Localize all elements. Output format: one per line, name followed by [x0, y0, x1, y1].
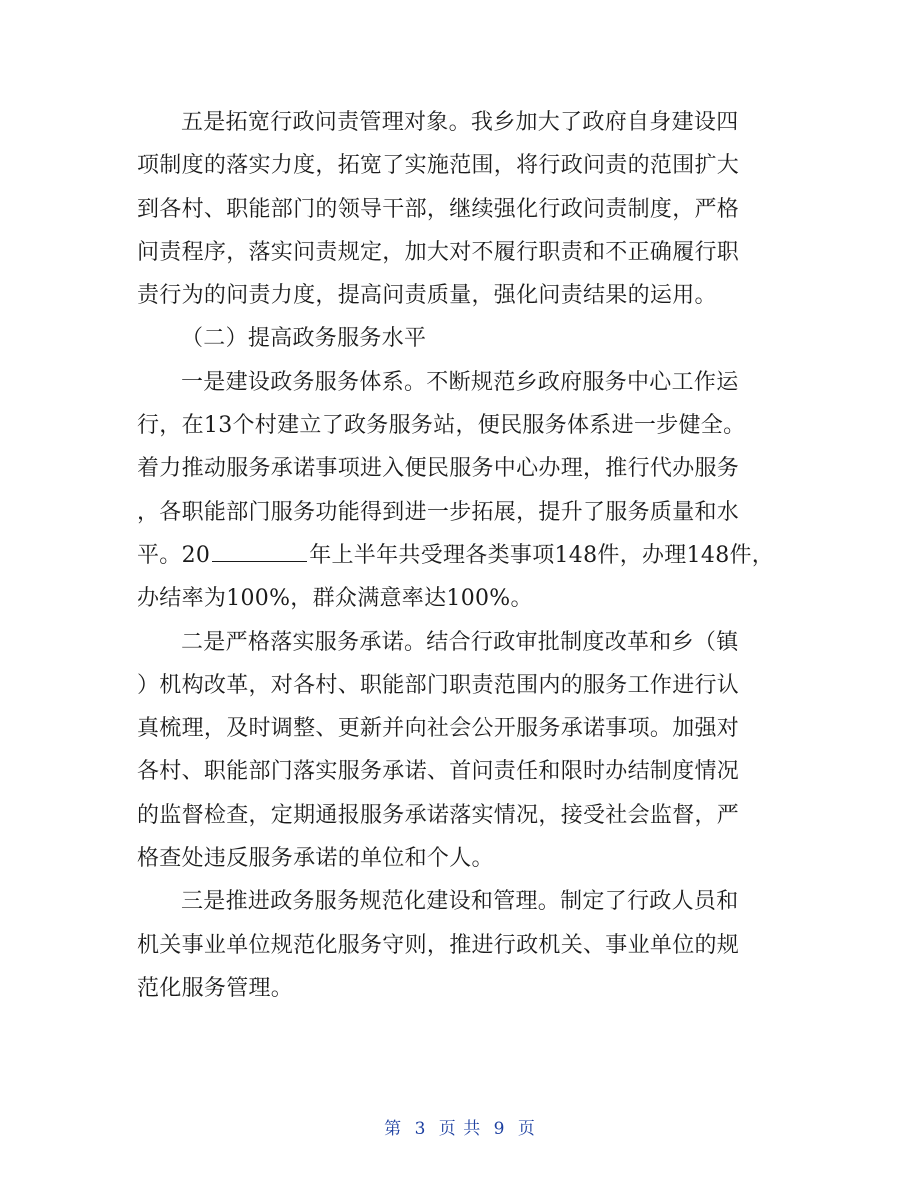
text-line: 办结率为100%，群众满意率达100%。 — [137, 586, 533, 612]
text-line: 问责程序，落实问责规定，加大对不履行职责和不正确履行职 — [137, 239, 740, 265]
text-line: 各村、职能部门落实服务承诺、首问责任和限时办结制度情况 — [137, 759, 740, 785]
footer-suffix: 页 — [517, 1119, 536, 1139]
page-footer — [0, 1114, 920, 1139]
paragraph-service-system — [137, 361, 783, 621]
section-heading-text: （二）提高政务服务水平 — [181, 326, 427, 352]
total-pages-number: 9 — [493, 1119, 506, 1139]
text-line: 到各村、职能部门的领导干部，继续强化行政问责制度，严格 — [137, 196, 740, 222]
paragraph-service-commitment — [137, 621, 783, 881]
paragraph-standardization — [137, 880, 783, 1010]
text-line: 格查处违反服务承诺的单位和个人。 — [137, 846, 494, 872]
text-line: 责行为的问责力度，提高问责质量，强化问责结果的运用。 — [137, 283, 717, 309]
text-line: 范化服务管理。 — [137, 975, 294, 1001]
text-line: 着力推动服务承诺事项进入便民服务中心办理，推行代办服务 — [137, 456, 740, 482]
current-page-number: 3 — [414, 1119, 427, 1139]
text-line: 的监督检查，定期通报服务承诺落实情况，接受社会监督，严 — [137, 802, 740, 828]
text-line: 真梳理，及时调整、更新并向社会公开服务承诺事项。加强对 — [137, 716, 740, 742]
text-line: ，各职能部门服务功能得到进一步拓展，提升了服务质量和水 — [137, 499, 740, 525]
text-fragment: 年上半年共受理各类事项148件，办理148件， — [309, 542, 775, 568]
text-line-with-blank — [137, 534, 783, 577]
text-line: 机关事业单位规范化服务守则，推进行政机关、事业单位的规 — [137, 932, 740, 958]
section-heading — [137, 317, 783, 360]
document-body — [137, 101, 783, 1010]
text-line: 项制度的落实力度，拓宽了实施范围，将行政问责的范围扩大 — [137, 153, 740, 179]
text-line: 二是严格落实服务承诺。结合行政审批制度改革和乡（镇 — [181, 629, 739, 655]
text-line: 行，在13个村建立了政务服务站，便民服务体系进一步健全。 — [137, 413, 746, 439]
text-fragment: 平。20 — [137, 542, 211, 568]
text-line: 三是推进政务服务规范化建设和管理。制定了行政人员和 — [181, 889, 739, 915]
paragraph-accountability-scope — [137, 101, 783, 317]
text-line: ）机构改革，对各村、职能部门职责范围内的服务工作进行认 — [137, 672, 740, 698]
text-line: 一是建设政务服务体系。不断规范乡政府服务中心工作运 — [181, 369, 739, 395]
text-line: 五是拓宽行政问责管理对象。我乡加大了政府自身建设四 — [181, 110, 739, 135]
footer-middle: 页 共 — [438, 1119, 482, 1139]
fill-in-blank — [212, 539, 307, 562]
footer-prefix: 第 — [384, 1119, 403, 1139]
